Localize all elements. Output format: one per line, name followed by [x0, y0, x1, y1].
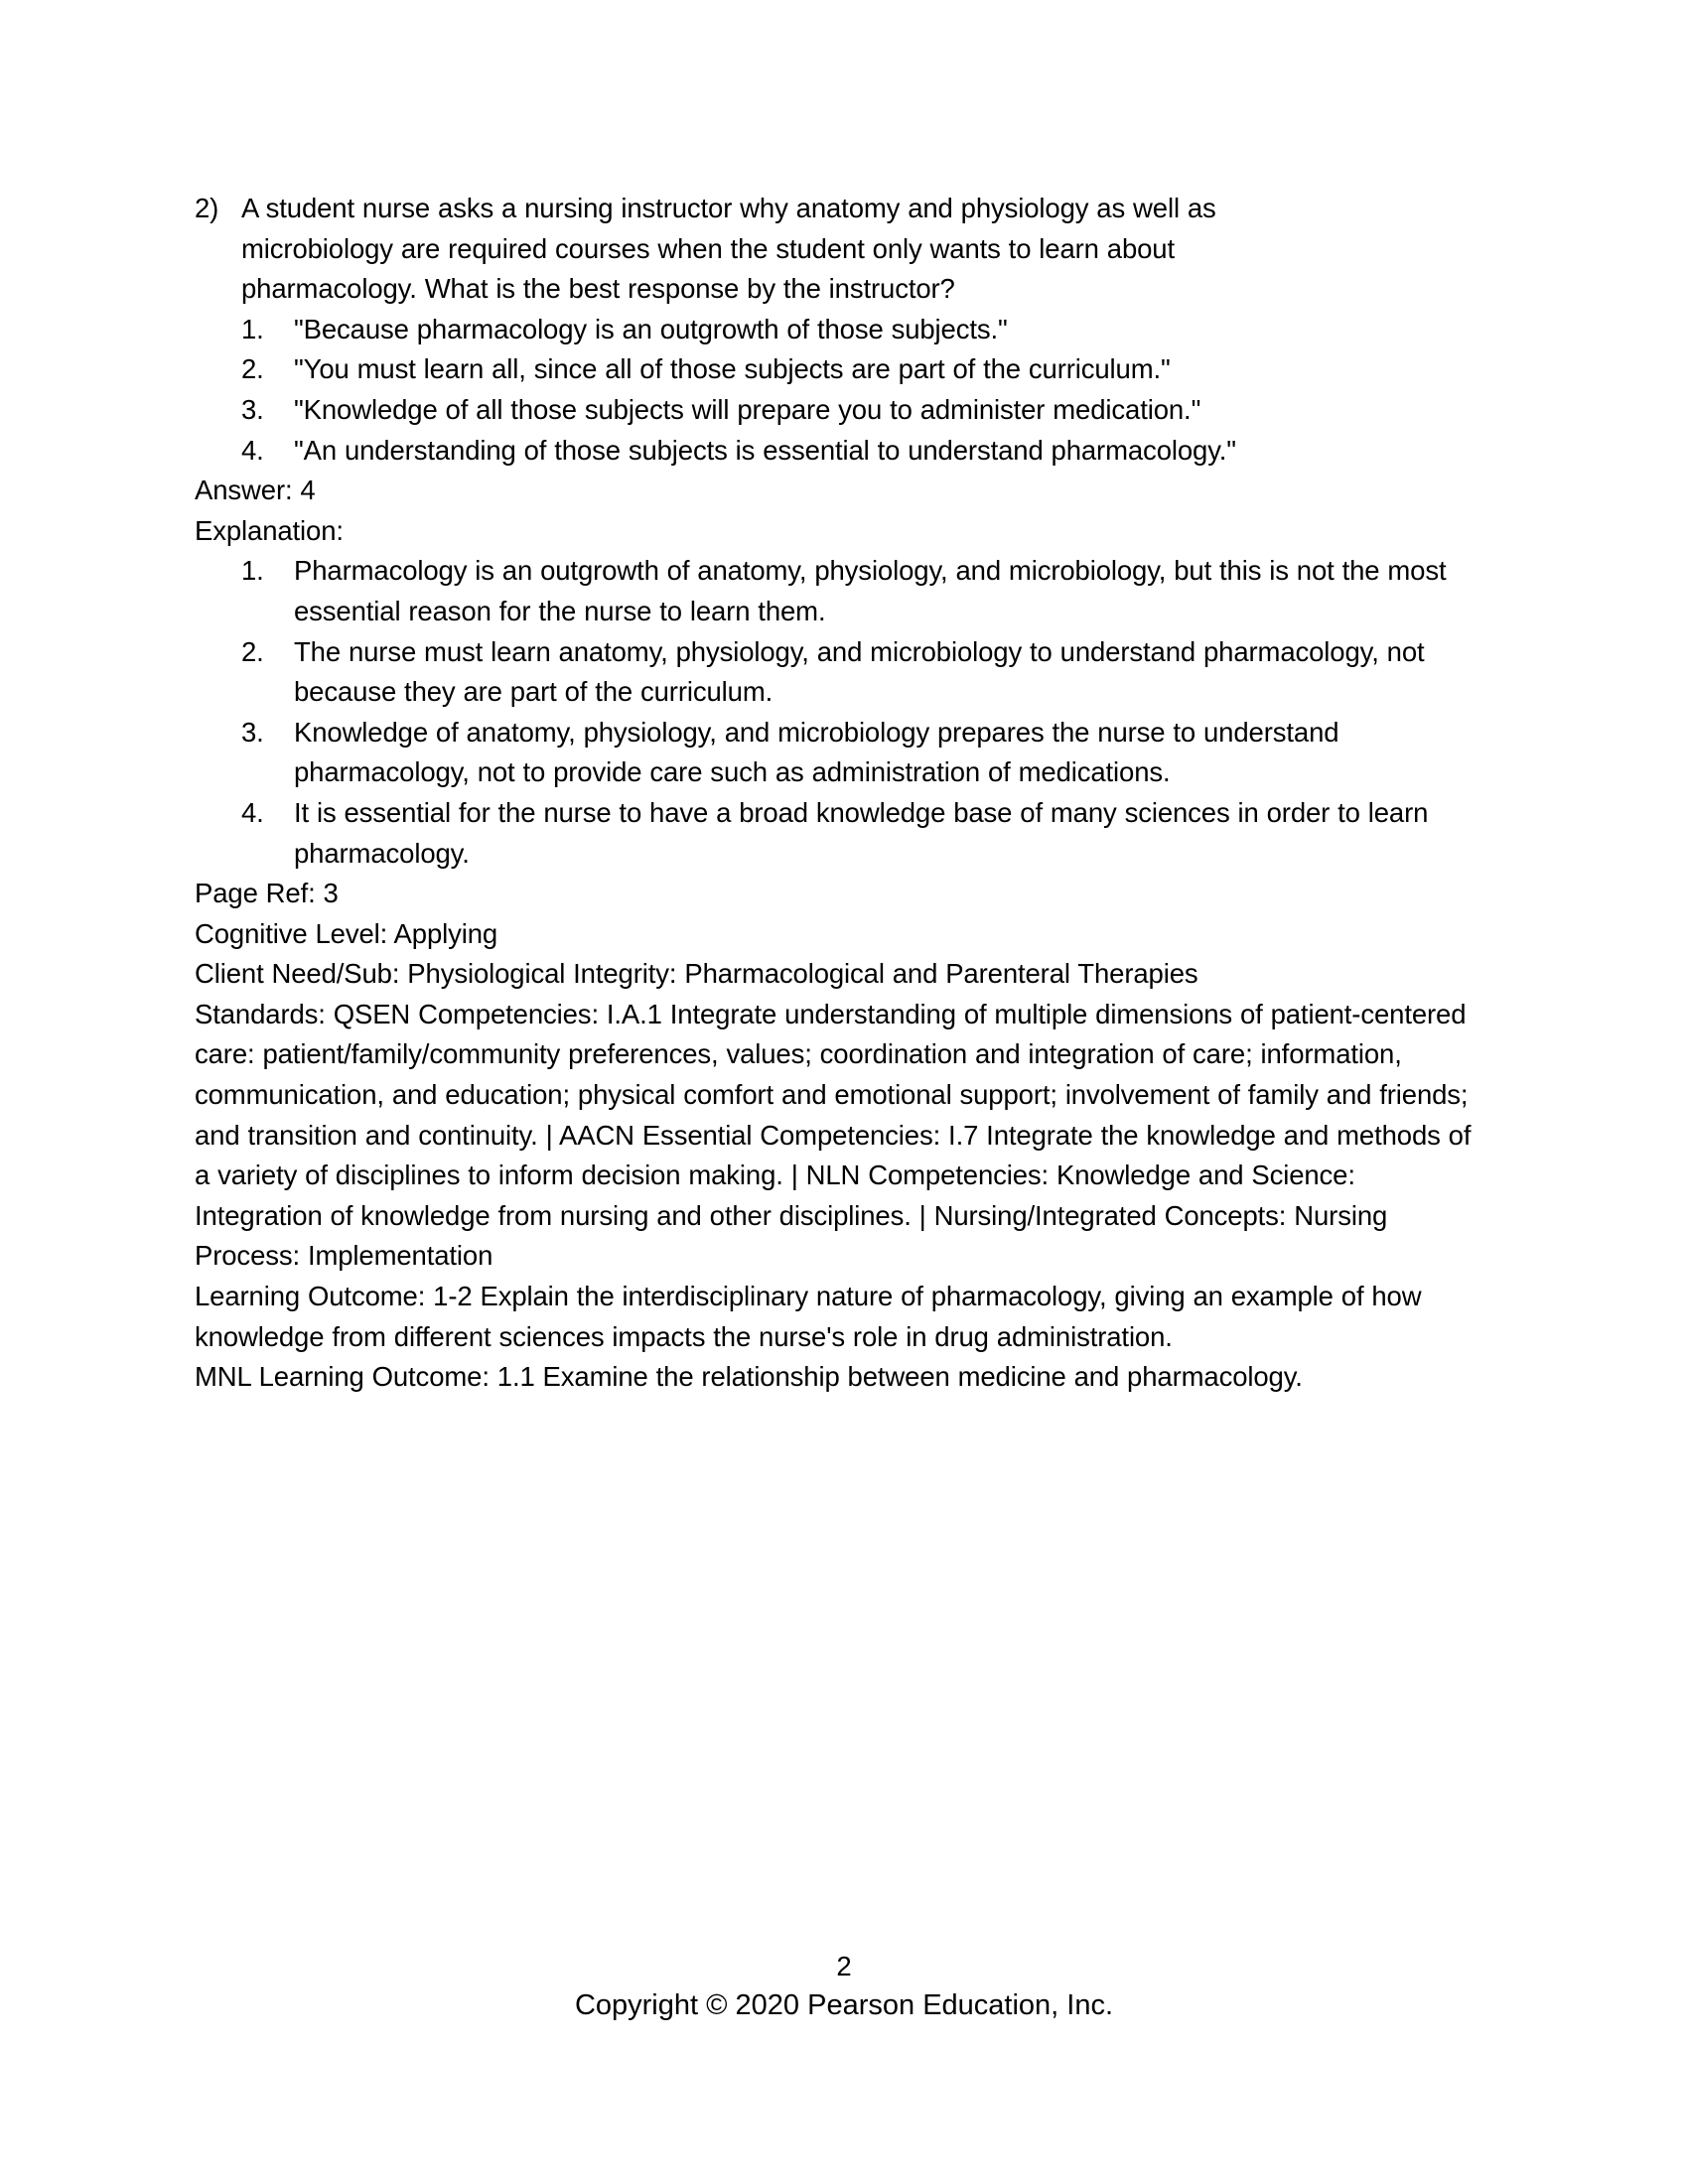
explanation-item: [241, 793, 1485, 874]
explanation-item-number: 3.: [241, 716, 264, 748]
explanation-item-text: Pharmacology is an outgrowth of anatomy, physiology, and microbiology, but this is not the most essential reason for the nurse to learn them.: [294, 555, 1447, 626]
footer-page-number: 2: [836, 1951, 852, 1981]
answer-option: [241, 390, 1485, 431]
page-footer: [0, 1948, 1688, 2025]
answer-option: [241, 431, 1485, 472]
page-content: [195, 189, 1485, 1398]
question-stem: A student nurse asks a nursing instructor why anatomy and physiology as well as microbiology are required courses when the student only wants to learn about pharmacology. What is the best response by the instructor?: [241, 193, 1216, 305]
explanation-item-number: 4.: [241, 796, 264, 828]
answer-option-number: 1.: [241, 313, 264, 344]
question-block: [195, 189, 1485, 310]
explanation-list: [241, 551, 1485, 874]
answer-option: [241, 310, 1485, 350]
explanation-item-number: 2.: [241, 635, 264, 667]
explanation-item-text: The nurse must learn anatomy, physiology, and microbiology to understand pharmacology, not because they are part of the curriculum.: [294, 635, 1425, 708]
answer-option-number: 4.: [241, 434, 264, 466]
answer-option-text: "You must learn all, since all of those subjects are part of the curriculum.": [294, 353, 1171, 385]
answer-option-text: "An understanding of those subjects is essential to understand pharmacology.": [294, 434, 1236, 466]
client-need-sub: Client Need/Sub: Physiological Integrity: Pharmacological and Parenteral Therapies: [195, 958, 1198, 990]
explanation-item-number: 1.: [241, 555, 264, 587]
explanation-item-text: Knowledge of anatomy, physiology, and microbiology prepares the nurse to understand pharmacology, not to provide care such as administration of medications.: [294, 716, 1339, 788]
cognitive-level: Cognitive Level: Applying: [195, 917, 498, 949]
question-number: 2): [195, 193, 219, 223]
answer-option-text: "Knowledge of all those subjects will prepare you to administer medication.": [294, 393, 1201, 425]
answer-option-text: "Because pharmacology is an outgrowth of those subjects.": [294, 313, 1008, 344]
explanation-item: [241, 632, 1485, 713]
answer-option-number: 3.: [241, 393, 264, 425]
mnl-learning-outcome: MNL Learning Outcome: 1.1 Examine the relationship between medicine and pharmacology.: [195, 1361, 1303, 1393]
answer-option-number: 2.: [241, 353, 264, 385]
answer-label: Answer: 4: [195, 475, 316, 506]
explanation-item: [241, 713, 1485, 793]
answer-options-list: [241, 310, 1485, 471]
page-ref: Page Ref: 3: [195, 878, 339, 909]
explanation-label: Explanation:: [195, 514, 344, 546]
explanation-item-text: It is essential for the nurse to have a broad knowledge base of many sciences in order to learn pharmacology.: [294, 796, 1429, 869]
footer-copyright: Copyright © 2020 Pearson Education, Inc.: [574, 1989, 1114, 2021]
answer-option: [241, 349, 1485, 390]
learning-outcome: Learning Outcome: 1-2 Explain the interdisciplinary nature of pharmacology, giving an example of how knowledge from different sciences impacts the nurse's role in drug administration.: [195, 1281, 1422, 1352]
explanation-item: [241, 551, 1485, 631]
standards: Standards: QSEN Competencies: I.A.1 Integrate understanding of multiple dimensions of patient-centered care: patient/family/community preferences, values; coordination and integration of care; information, communication, and education; physical comfort and emotional support; involvement of family and friends; and transition and continuity. | AACN Essential Competencies: I.7 Integrate the knowledge and methods of a variety of disciplines to inform decision making. | NLN Competencies: Knowledge and Science: Integration of knowledge from nursing and other disciplines. | Nursing/Integrated Concepts: Nursing Process: Implementation: [195, 998, 1472, 1272]
